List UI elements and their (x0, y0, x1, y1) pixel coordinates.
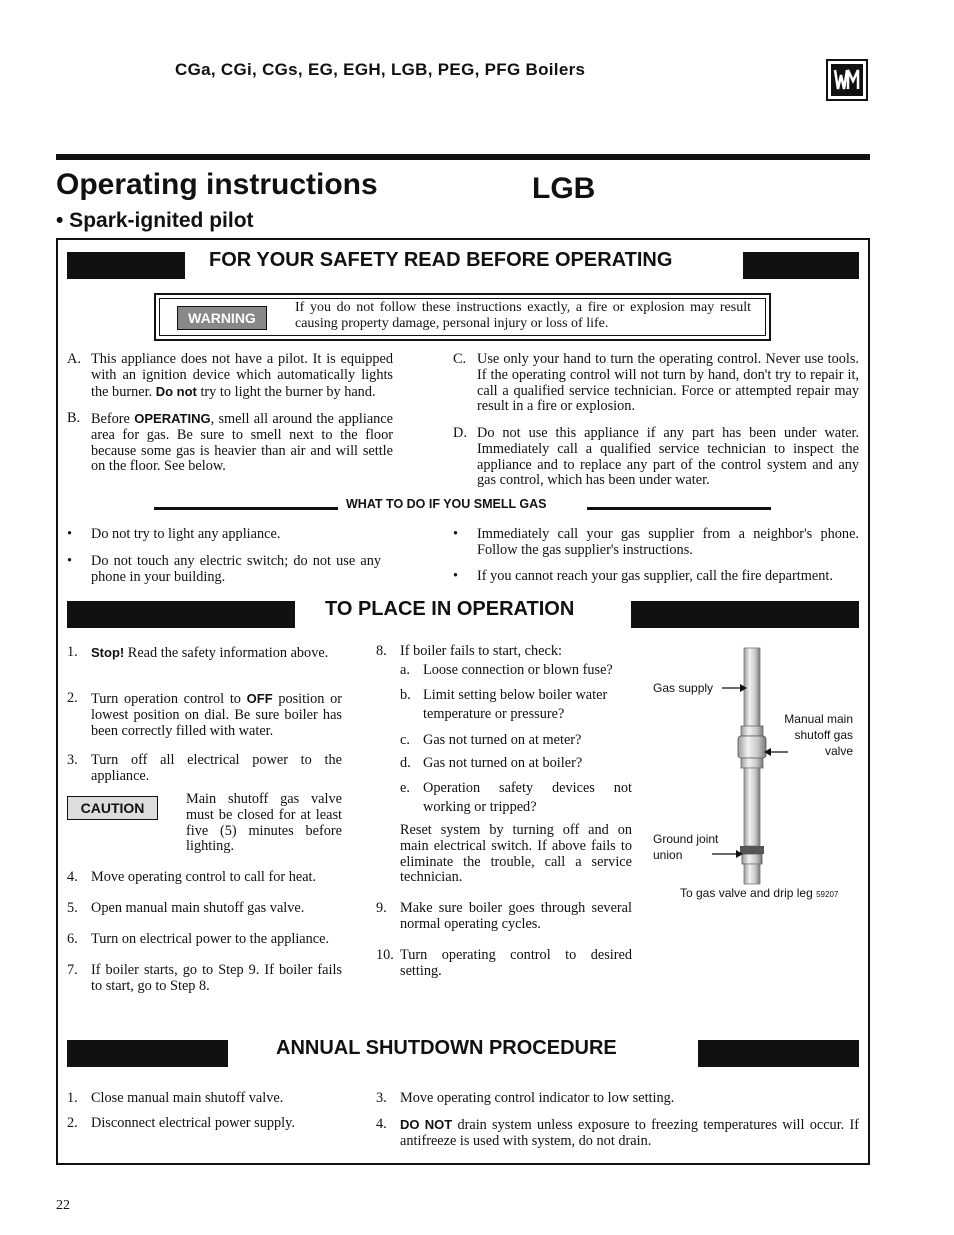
band-bar-right (631, 601, 859, 628)
figure-number: 59207 (816, 890, 839, 899)
drip-leg-label: To gas valve and drip leg 59207 (680, 886, 839, 900)
page-subtitle: • Spark-ignited pilot (56, 209, 254, 232)
operation-heading: TO PLACE IN OPERATION (325, 598, 575, 620)
wm-logo (826, 59, 868, 101)
band-bar-left (67, 1040, 228, 1067)
item-marker: B. (67, 410, 81, 426)
warning-tag: WARNING (177, 306, 267, 330)
page-number: 22 (56, 1198, 70, 1213)
page-title: Operating instructions (56, 168, 378, 201)
caution-tag: CAUTION (67, 796, 158, 820)
union-label: Ground joint union (653, 832, 719, 862)
safety-heading: FOR YOUR SAFETY READ BEFORE OPERATING (209, 249, 673, 271)
shutdown-heading: ANNUAL SHUTDOWN PROCEDURE (276, 1037, 617, 1059)
item-marker: C. (453, 351, 467, 367)
header-rule (56, 154, 870, 160)
band-bar-right (698, 1040, 859, 1067)
smell-gas-heading: WHAT TO DO IF YOU SMELL GAS (346, 497, 547, 511)
item-marker: D. (453, 425, 467, 441)
divider-line (154, 507, 338, 510)
gas-supply-label: Gas supply (653, 681, 714, 695)
warning-text: If you do not follow these instructions exactly, a fire or explosion may result causing property damage, personal injury or loss of life. (295, 300, 751, 331)
item-marker: A. (67, 351, 81, 367)
band-bar-left (67, 252, 185, 279)
divider-line (587, 507, 771, 510)
band-bar-left (67, 601, 295, 628)
header-title: CGa, CGi, CGs, EG, EGH, LGB, PEG, PFG Boilers (175, 60, 586, 79)
model-label: LGB (532, 172, 596, 205)
band-bar-right (743, 252, 859, 279)
valve-label: Manual main shutoff gas valve (784, 712, 853, 758)
